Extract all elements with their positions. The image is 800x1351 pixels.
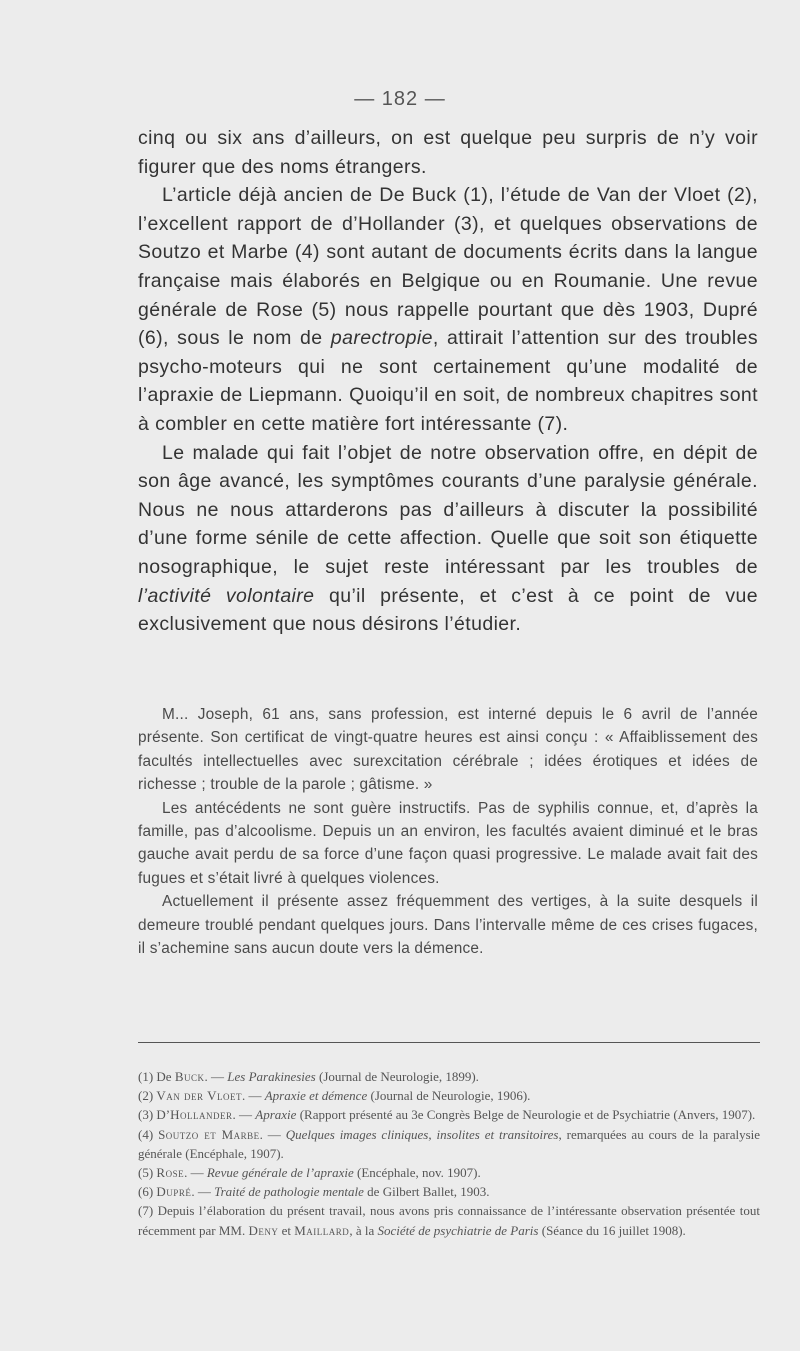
observation-paragraph: M... Joseph, 61 ans, sans profession, est interné depuis le 6 avril de l’année présente. Son certificat de vingt-quatre heures est ainsi conçu : « Affaiblissement des facultés intellectuelles avec surexcitation cérébrale ; idées érotiques et idées de richesse ; trouble de la parole ; gâtisme. » — [138, 706, 758, 794]
footnote — [138, 1182, 760, 1201]
footnote-rest: , remarquées au cours de la paralysie générale (Encéphale, 1907). — [138, 1126, 761, 1161]
footnote-title: Apraxie et démence — [264, 1088, 368, 1104]
separator: . — — [232, 1107, 256, 1123]
footnote-divider — [138, 1042, 760, 1043]
separator: . — — [259, 1126, 286, 1142]
page-number: — 182 — — [354, 88, 446, 110]
society-name: Société de psychiatrie de Paris — [377, 1222, 539, 1238]
footnote-text: (Séance du 16 juillet 1908). — [538, 1222, 686, 1238]
footnote-author: Dupré — [156, 1184, 192, 1200]
footnote-rest: (Rapport présenté au 3e Congrès Belge de Neurologie et de Psychiatrie (Anvers, 1907). — [296, 1107, 756, 1123]
footnote-title: Revue générale de l’apraxie — [206, 1165, 354, 1181]
footnote-number: (2) — [138, 1088, 154, 1104]
footnote — [138, 1163, 760, 1182]
observation-text — [138, 703, 758, 960]
footnote-author: Deny — [248, 1222, 279, 1238]
author-prefix: D’ — [156, 1107, 171, 1123]
footnote-rest: (Journal de Neurologie, 1906). — [367, 1088, 531, 1104]
main-text — [138, 124, 758, 639]
footnote-rest: (Encéphale, nov. 1907). — [353, 1165, 481, 1181]
footnote-author: Soutzo et Marbe — [158, 1126, 260, 1142]
footnote-author: Rose — [156, 1165, 185, 1181]
footnote-number: (1) — [138, 1069, 154, 1084]
footnote-rest: (Journal de Neurologie, 1899). — [315, 1069, 479, 1084]
footnote-number: (7) — [138, 1203, 154, 1219]
footnote — [138, 1201, 760, 1239]
footnote-number: (3) — [138, 1107, 154, 1123]
footnote-title: Apraxie — [255, 1107, 297, 1123]
paragraph-text: Le malade qui fait l’objet de notre observation offre, en dépit de son âge avancé, les symptômes courants d’une paralysie générale. Nous ne nous attarderons pas d’ailleurs à discuter la possibilité d’une forme sénile de cette affection. Quelle que soit son étiquette nosographique, le sujet reste intéressant par les troubles de — [138, 441, 758, 578]
footnote — [138, 1125, 760, 1163]
paragraph-text: , attirait l’attention sur des troubles psycho-moteurs qui ne sont certainement qu’une modalité de l’apraxie de Liepmann. Quoiqu’il en soit, de nombreux chapitres sont à combler en cette matière fort intéressante (7). — [138, 327, 758, 435]
footnote-title: Traité de pathologie mentale — [214, 1184, 364, 1200]
footnote — [138, 1067, 760, 1086]
footnote-number: (5) — [138, 1165, 154, 1181]
footnote-title: Quelques images cliniques, insolites et transitoires — [285, 1126, 559, 1142]
separator: . — — [184, 1165, 207, 1181]
paragraph-text: cinq ou six ans d’ailleurs, on est quelque peu surpris de n’y voir figurer que des noms étrangers. — [138, 127, 758, 178]
footnotes — [138, 1067, 760, 1240]
separator: . — — [191, 1184, 215, 1200]
footnote-author: Hollander — [170, 1107, 233, 1123]
separator: . — — [204, 1069, 228, 1084]
footnote-text: et — [278, 1222, 295, 1238]
footnote-author: Buck — [174, 1069, 205, 1084]
footnote — [138, 1086, 760, 1105]
footnote-number: (6) — [138, 1184, 154, 1200]
paragraph-text: qu’il présente, et c’est à ce point de vue exclusivement que nous désirons l’étudier. — [138, 584, 758, 636]
italic-term: parectropie — [330, 327, 433, 350]
observation-paragraph: Les antécédents ne sont guère instructifs. Pas de syphilis connue, et, d’après la famille, pas d’alcoolisme. Depuis un an environ, les facultés avaient diminué et le bras gauche avait perdu de sa force d’une façon quasi progressive. Le malade avait fait des fugues et s’était livré à quelques violences. — [138, 799, 758, 887]
footnote-author: Maillard — [294, 1222, 350, 1238]
footnote-text: Depuis l’élaboration du présent travail, nous avons pris connaissance de l’intéressante observation présentée tout récemment par MM. — [138, 1203, 760, 1238]
footnote — [138, 1105, 760, 1124]
footnote-title: Les Parakinesies — [227, 1069, 316, 1084]
paragraph — [138, 124, 758, 181]
separator: . — — [241, 1088, 265, 1104]
footnote-rest: de Gilbert Ballet, 1903. — [363, 1184, 490, 1200]
paragraph-text: L’article déjà ancien de De Buck (1), l’étude de Van der Vloet (2), l’excellent rapport de d’Hollander (3), et quelques observations de Soutzo et Marbe (4) sont autant de documents écrits dans la langue française mais élaborés en Belgique ou en Roumanie. Une revue générale de Rose (5) nous rappelle pourtant que dès 1903, Dupré (6), sous le nom de — [138, 184, 758, 350]
italic-term: l’activité volontaire — [138, 584, 315, 607]
footnote-author: Van der Vloet — [156, 1088, 242, 1104]
author-prefix: De — [156, 1069, 175, 1084]
footnote-text: , à la — [349, 1222, 378, 1238]
paragraph — [138, 439, 758, 639]
footnote-number: (4) — [138, 1126, 154, 1142]
observation-paragraph: Actuellement il présente assez fréquemment des vertiges, à la suite desquels il demeure troublé pendant quelques jours. Dans l’intervalle même de ces crises fugaces, il s’achemine sans aucun doute vers la démence. — [138, 893, 758, 958]
paragraph — [138, 181, 758, 438]
